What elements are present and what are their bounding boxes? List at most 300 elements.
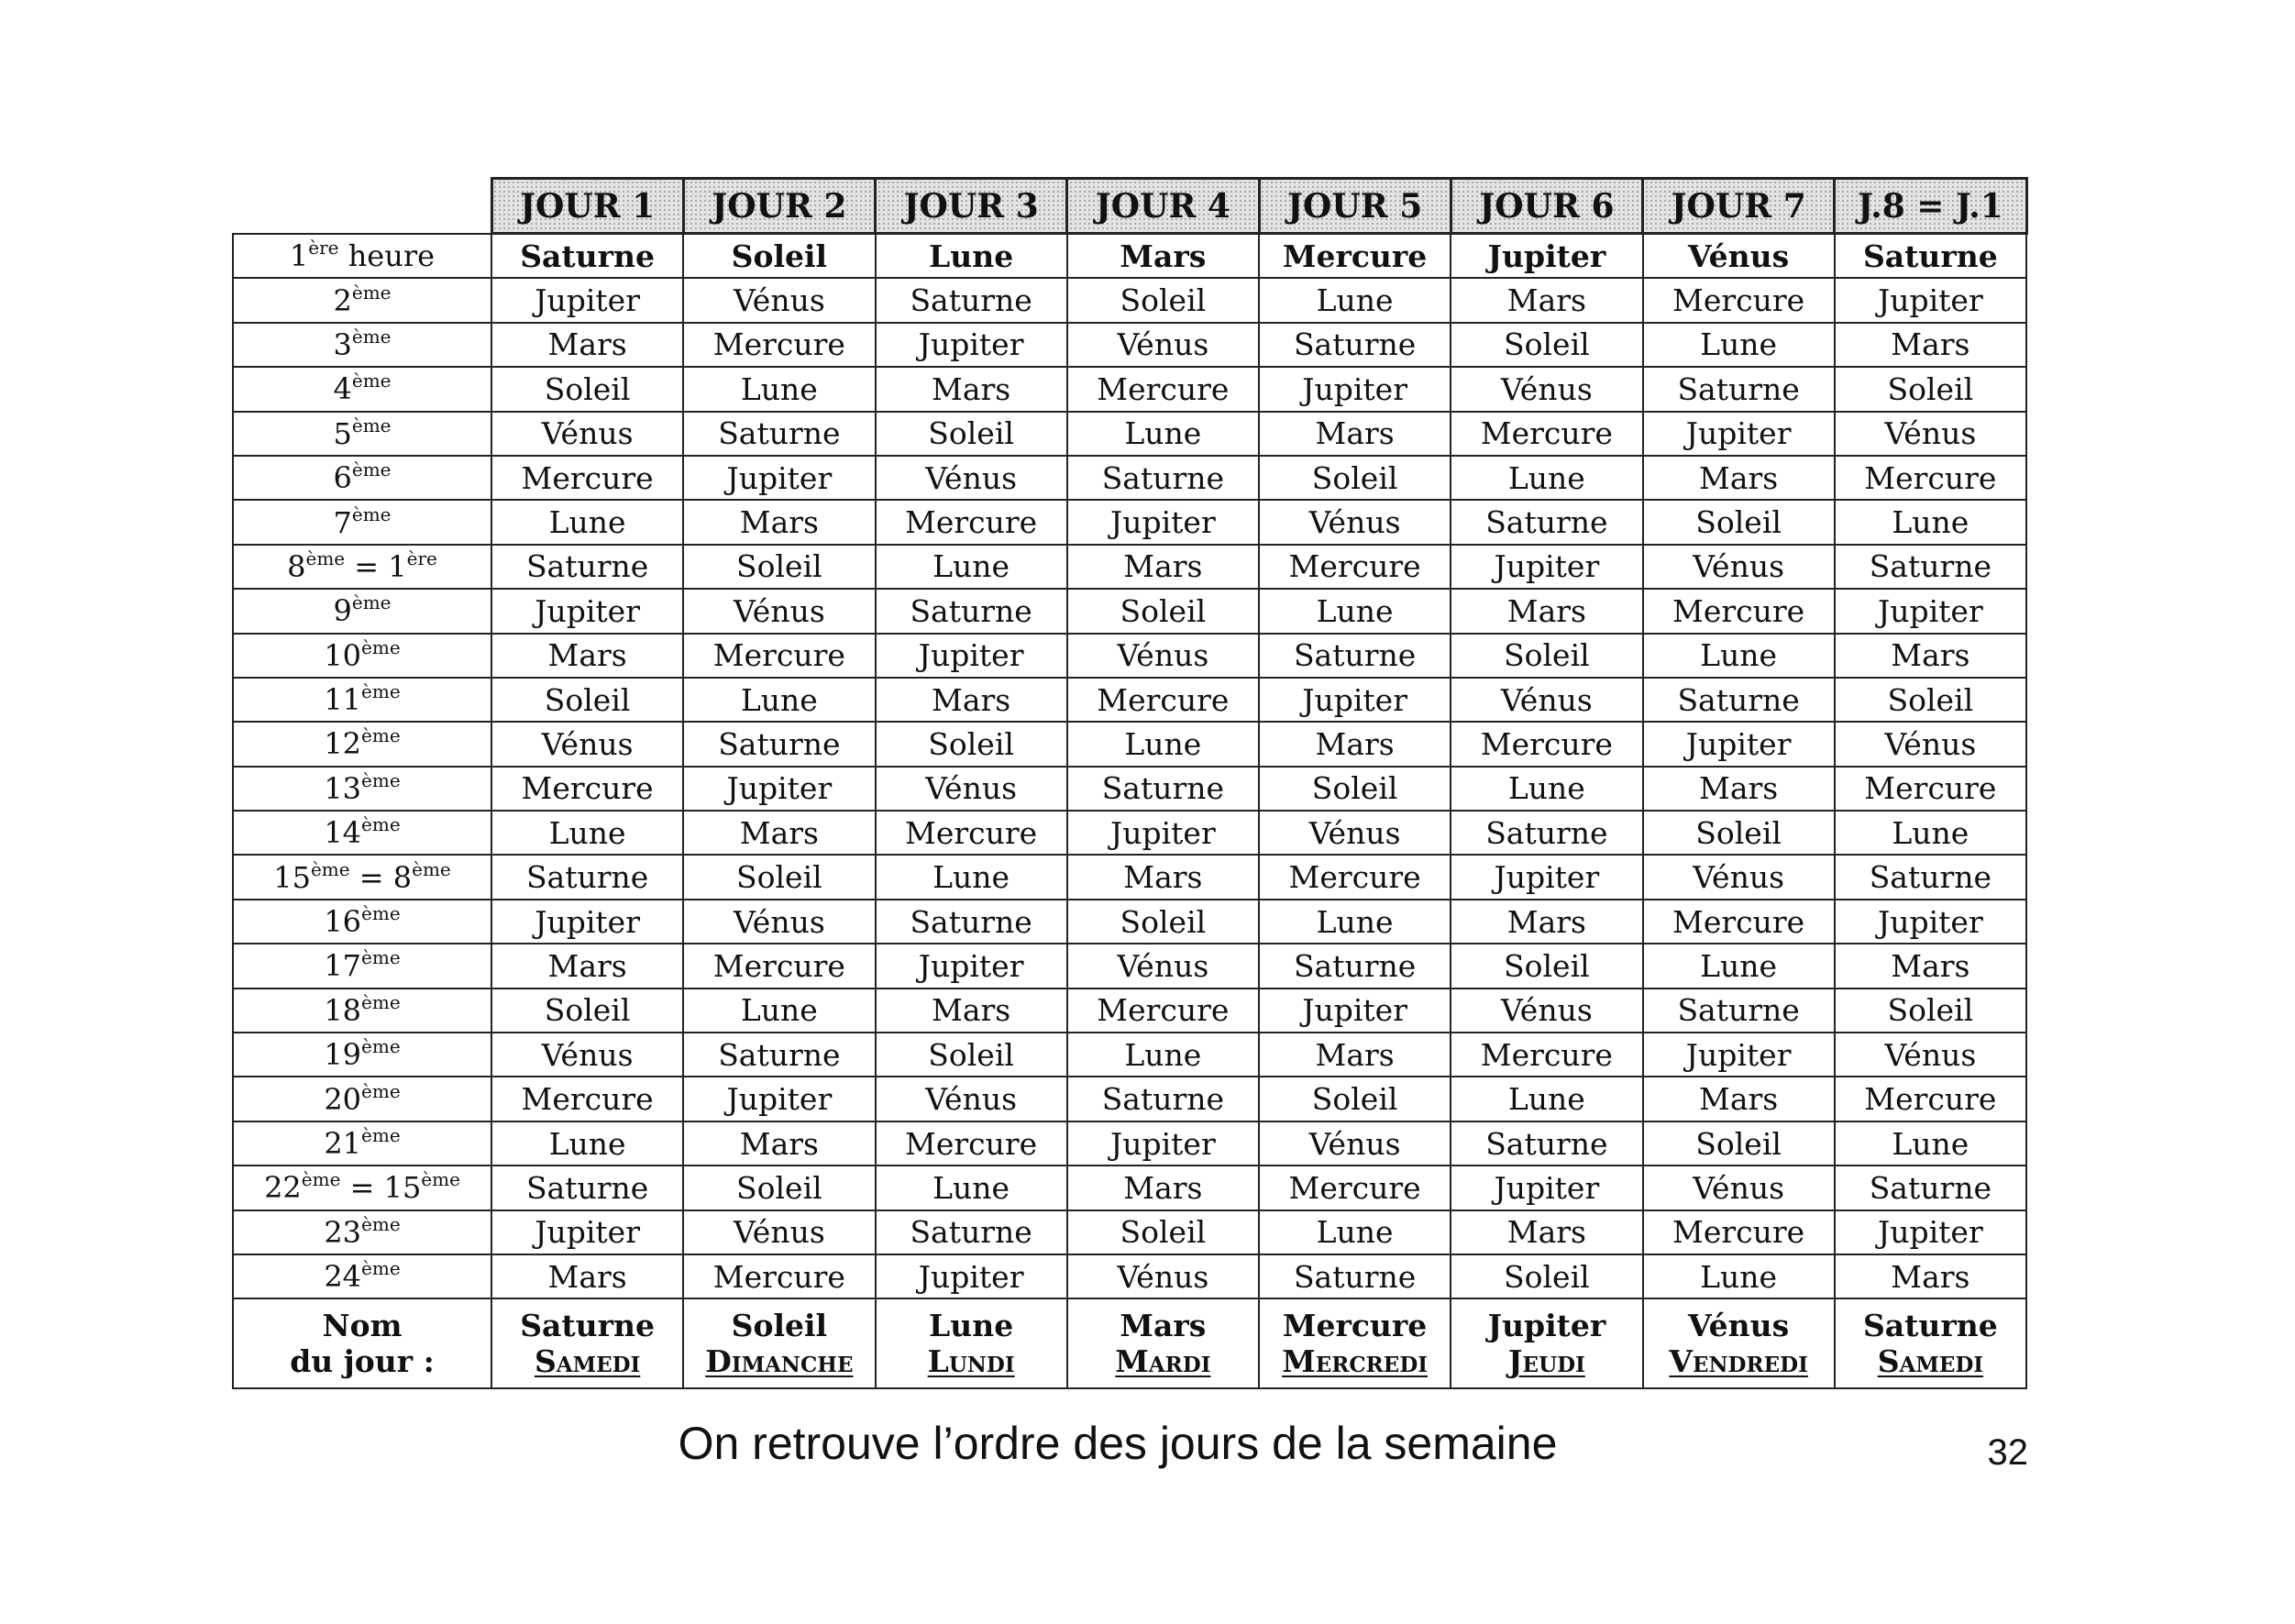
planet-cell: Vénus bbox=[491, 722, 683, 766]
table-row bbox=[233, 1166, 2026, 1210]
planet-cell: Saturne bbox=[1259, 634, 1451, 678]
planet-cell: Soleil bbox=[876, 722, 1067, 766]
planet-cell: Lune bbox=[1067, 722, 1259, 766]
planet-cell: Mars bbox=[1451, 900, 1642, 944]
hour-number: 4 bbox=[333, 371, 352, 407]
hour-label bbox=[233, 767, 491, 811]
column-header: J.8 = J.1 bbox=[1835, 179, 2026, 234]
hour-label bbox=[233, 944, 491, 988]
ruling-planet: Saturne bbox=[520, 1307, 656, 1343]
planet-cell: Lune bbox=[683, 367, 875, 411]
planet-cell: Mars bbox=[683, 500, 875, 544]
planet-cell: Jupiter bbox=[683, 1077, 875, 1121]
planet-cell: Jupiter bbox=[1451, 545, 1642, 589]
hour-label bbox=[233, 634, 491, 678]
planet-cell: Soleil bbox=[1643, 1121, 1835, 1166]
planet-cell: Vénus bbox=[1643, 1166, 1835, 1210]
planet-cell: Vénus bbox=[683, 1210, 875, 1254]
planet-cell: Saturne bbox=[1259, 1254, 1451, 1298]
day-name-cell bbox=[1643, 1298, 1835, 1388]
planet-cell: Jupiter bbox=[876, 1254, 1067, 1298]
planet-cell: Jupiter bbox=[1835, 589, 2026, 633]
planet-cell: Vénus bbox=[1643, 855, 1835, 899]
planet-cell: Jupiter bbox=[1067, 500, 1259, 544]
column-header: JOUR 4 bbox=[1067, 179, 1259, 234]
planet-cell: Saturne bbox=[1451, 500, 1642, 544]
planet-cell: Saturne bbox=[876, 589, 1067, 633]
planet-cell: Vénus bbox=[491, 412, 683, 456]
hour-label bbox=[233, 678, 491, 722]
planet-cell: Vénus bbox=[1067, 944, 1259, 988]
planet-cell: Mercure bbox=[491, 456, 683, 500]
planet-cell: Saturne bbox=[683, 1033, 875, 1077]
planet-cell: Lune bbox=[876, 855, 1067, 899]
planet-cell: Lune bbox=[1451, 1077, 1642, 1121]
planet-cell: Mercure bbox=[683, 634, 875, 678]
header-corner bbox=[233, 179, 491, 234]
hour-ordinal: ème bbox=[361, 1257, 401, 1280]
planet-cell: Soleil bbox=[1067, 278, 1259, 322]
planet-cell: Lune bbox=[491, 811, 683, 855]
planet-cell: Vénus bbox=[683, 900, 875, 944]
planet-cell: Jupiter bbox=[491, 1210, 683, 1254]
hour-number: 21 bbox=[324, 1126, 362, 1161]
planet-cell: Jupiter bbox=[683, 767, 875, 811]
planet-cell: Soleil bbox=[876, 412, 1067, 456]
ruling-planet: Vénus bbox=[1688, 1307, 1790, 1343]
day-name-cell bbox=[1259, 1298, 1451, 1388]
planet-cell: Saturne bbox=[491, 545, 683, 589]
planet-cell: Jupiter bbox=[1259, 989, 1451, 1033]
hour-number: 24 bbox=[324, 1259, 362, 1295]
planet-cell: Lune bbox=[1451, 456, 1642, 500]
planet-cell: Soleil bbox=[876, 1033, 1067, 1077]
planet-cell: Saturne bbox=[1259, 944, 1451, 988]
hour-number: 15 bbox=[273, 859, 311, 895]
planet-cell: Mercure bbox=[1451, 722, 1642, 766]
planet-cell: Lune bbox=[1835, 1121, 2026, 1166]
planet-cell: Soleil bbox=[683, 855, 875, 899]
day-name-cell bbox=[1451, 1298, 1642, 1388]
planet-cell: Vénus bbox=[683, 278, 875, 322]
planet-cell: Mercure bbox=[491, 767, 683, 811]
planet-cell: Vénus bbox=[1067, 634, 1259, 678]
planet-cell: Saturne bbox=[1835, 1166, 2026, 1210]
planet-cell: Jupiter bbox=[1259, 678, 1451, 722]
planet-cell: Lune bbox=[1835, 500, 2026, 544]
ruling-planet: Mercure bbox=[1282, 1307, 1428, 1343]
table-row bbox=[233, 900, 2026, 944]
planet-cell: Mars bbox=[1259, 1033, 1451, 1077]
planet-cell: Soleil bbox=[491, 989, 683, 1033]
planet-cell: Lune bbox=[1259, 278, 1451, 322]
planet-cell: Vénus bbox=[1451, 989, 1642, 1033]
planet-cell: Jupiter bbox=[491, 900, 683, 944]
planet-cell: Soleil bbox=[1643, 811, 1835, 855]
planet-cell: Jupiter bbox=[491, 278, 683, 322]
hour-number: 8 bbox=[287, 548, 306, 584]
planet-cell: Jupiter bbox=[1643, 1033, 1835, 1077]
planet-cell: Saturne bbox=[1451, 811, 1642, 855]
hour-ordinal: ème bbox=[361, 1079, 401, 1102]
weekday-name: Mercredi bbox=[1282, 1343, 1429, 1380]
planet-cell: Mars bbox=[1067, 855, 1259, 899]
planet-cell: Soleil bbox=[683, 234, 875, 279]
hour-number: 11 bbox=[324, 682, 362, 718]
table-row bbox=[233, 1033, 2026, 1077]
planetary-hours-table bbox=[232, 177, 2028, 1389]
planet-cell: Mercure bbox=[1835, 456, 2026, 500]
planet-cell: Saturne bbox=[491, 855, 683, 899]
planet-cell: Mars bbox=[1643, 456, 1835, 500]
hour-ordinal: ème bbox=[361, 724, 401, 747]
hour-equivalent-number: 15 bbox=[383, 1170, 422, 1206]
planet-cell: Mercure bbox=[1259, 1166, 1451, 1210]
hour-label bbox=[233, 456, 491, 500]
planet-cell: Mars bbox=[1259, 412, 1451, 456]
planet-cell: Soleil bbox=[1451, 944, 1642, 988]
planet-cell: Saturne bbox=[876, 900, 1067, 944]
planet-cell: Saturne bbox=[1067, 767, 1259, 811]
column-header: JOUR 6 bbox=[1451, 179, 1642, 234]
planet-cell: Soleil bbox=[1835, 678, 2026, 722]
caption: On retrouve l’ordre des jours de la semaine bbox=[678, 1418, 1558, 1469]
planet-cell: Mars bbox=[1835, 944, 2026, 988]
hour-ordinal: ème bbox=[361, 680, 401, 703]
planet-cell: Jupiter bbox=[876, 323, 1067, 367]
hour-ordinal: ème bbox=[310, 857, 350, 880]
planet-cell: Mercure bbox=[1643, 589, 1835, 633]
day-name-label-line1: Nom bbox=[322, 1307, 403, 1343]
ruling-planet: Saturne bbox=[1862, 1307, 1998, 1343]
planet-cell: Mars bbox=[1067, 545, 1259, 589]
hour-ordinal: ème bbox=[351, 414, 392, 436]
weekday-name: Jeudi bbox=[1507, 1343, 1585, 1380]
hour-equivalent-number: 8 bbox=[392, 859, 413, 895]
planet-cell: Vénus bbox=[1259, 1121, 1451, 1166]
planet-cell: Lune bbox=[1835, 811, 2026, 855]
weekday-name: Dimanche bbox=[705, 1343, 854, 1380]
planet-cell: Jupiter bbox=[683, 456, 875, 500]
hour-number: 18 bbox=[324, 992, 362, 1028]
planet-cell: Mars bbox=[1259, 722, 1451, 766]
hour-ordinal: ème bbox=[361, 946, 401, 969]
hour-ordinal: ème bbox=[305, 547, 346, 569]
planet-cell: Mars bbox=[491, 323, 683, 367]
planet-cell: Soleil bbox=[1259, 767, 1451, 811]
hour-number: 19 bbox=[324, 1037, 362, 1073]
table-row bbox=[233, 678, 2026, 722]
planet-cell: Vénus bbox=[1451, 367, 1642, 411]
planet-cell: Saturne bbox=[876, 278, 1067, 322]
hour-ordinal: ème bbox=[301, 1168, 341, 1191]
table-row bbox=[233, 944, 2026, 988]
hour-ordinal: ème bbox=[361, 990, 401, 1013]
weekday-name: Samedi bbox=[1877, 1343, 1984, 1380]
planet-cell: Jupiter bbox=[1835, 1210, 2026, 1254]
planet-cell: Saturne bbox=[1835, 855, 2026, 899]
planet-cell: Mercure bbox=[876, 500, 1067, 544]
planet-cell: Vénus bbox=[683, 589, 875, 633]
planet-cell: Lune bbox=[683, 989, 875, 1033]
planet-cell: Vénus bbox=[1643, 234, 1835, 279]
planet-cell: Soleil bbox=[1835, 367, 2026, 411]
planet-cell: Lune bbox=[1451, 767, 1642, 811]
table-row bbox=[233, 456, 2026, 500]
table-row bbox=[233, 634, 2026, 678]
planet-cell: Saturne bbox=[876, 1210, 1067, 1254]
planet-cell: Mars bbox=[1451, 278, 1642, 322]
hour-equivalent-number: 1 bbox=[388, 548, 407, 584]
weekday-name: Lundi bbox=[927, 1343, 1015, 1380]
hour-number: 20 bbox=[324, 1081, 362, 1117]
planet-cell: Mercure bbox=[1643, 900, 1835, 944]
table-row bbox=[233, 1210, 2026, 1254]
hour-number: 13 bbox=[324, 770, 362, 806]
planet-cell: Soleil bbox=[1835, 989, 2026, 1033]
equals-sign: = bbox=[345, 548, 389, 584]
planet-cell: Soleil bbox=[1067, 589, 1259, 633]
hour-ordinal: ème bbox=[351, 591, 392, 614]
hour-number: 3 bbox=[333, 326, 352, 362]
planet-cell: Mars bbox=[491, 634, 683, 678]
planet-cell: Vénus bbox=[1259, 811, 1451, 855]
planet-cell: Lune bbox=[491, 500, 683, 544]
planet-cell: Vénus bbox=[1067, 323, 1259, 367]
table-row bbox=[233, 323, 2026, 367]
planet-cell: Jupiter bbox=[1835, 900, 2026, 944]
planet-cell: Soleil bbox=[1067, 900, 1259, 944]
hour-ordinal: ème bbox=[361, 902, 401, 925]
table-row bbox=[233, 1077, 2026, 1121]
planet-cell: Mars bbox=[1835, 634, 2026, 678]
ruling-planet: Mars bbox=[1120, 1307, 1207, 1343]
planet-cell: Mercure bbox=[683, 1254, 875, 1298]
planet-cell: Mars bbox=[1451, 589, 1642, 633]
planet-cell: Vénus bbox=[1835, 1033, 2026, 1077]
hour-label bbox=[233, 1121, 491, 1166]
header-row bbox=[233, 179, 2026, 234]
hour-ordinal: ème bbox=[361, 768, 401, 791]
planet-cell: Jupiter bbox=[1643, 412, 1835, 456]
planet-cell: Mars bbox=[1643, 1077, 1835, 1121]
planet-cell: Soleil bbox=[683, 545, 875, 589]
equals-sign: = bbox=[340, 1170, 384, 1206]
planet-cell: Jupiter bbox=[1451, 234, 1642, 279]
planet-cell: Saturne bbox=[1067, 456, 1259, 500]
weekday-name: Mardi bbox=[1115, 1343, 1211, 1380]
table-row bbox=[233, 234, 2026, 279]
hour-label bbox=[233, 545, 491, 589]
hour-ordinal: ème bbox=[361, 1124, 401, 1146]
planet-cell: Jupiter bbox=[1259, 367, 1451, 411]
hour-ordinal: ème bbox=[351, 458, 392, 481]
planet-cell: Vénus bbox=[876, 456, 1067, 500]
hour-label bbox=[233, 1210, 491, 1254]
hour-equivalent-ordinal: ème bbox=[421, 1168, 460, 1191]
planet-cell: Vénus bbox=[1259, 500, 1451, 544]
table-row bbox=[233, 412, 2026, 456]
table-row bbox=[233, 811, 2026, 855]
planet-cell: Jupiter bbox=[1067, 1121, 1259, 1166]
planet-cell: Soleil bbox=[1451, 323, 1642, 367]
ruling-planet: Lune bbox=[929, 1307, 1014, 1343]
table-row bbox=[233, 722, 2026, 766]
planet-cell: Saturne bbox=[1259, 323, 1451, 367]
planet-cell: Lune bbox=[491, 1121, 683, 1166]
planet-cell: Soleil bbox=[1451, 1254, 1642, 1298]
planet-cell: Mercure bbox=[1451, 412, 1642, 456]
planet-cell: Saturne bbox=[683, 722, 875, 766]
planet-cell: Mars bbox=[1835, 1254, 2026, 1298]
table-row bbox=[233, 1254, 2026, 1298]
planet-cell: Soleil bbox=[1259, 1077, 1451, 1121]
column-header: JOUR 5 bbox=[1259, 179, 1451, 234]
hour-number: 7 bbox=[333, 504, 352, 540]
planet-cell: Saturne bbox=[1451, 1121, 1642, 1166]
column-header: JOUR 7 bbox=[1643, 179, 1835, 234]
hour-ordinal: ème bbox=[361, 1035, 401, 1058]
hour-equivalent-ordinal: ème bbox=[412, 857, 451, 880]
hour-ordinal: ème bbox=[351, 325, 392, 348]
hour-label bbox=[233, 1166, 491, 1210]
planet-cell: Mars bbox=[683, 811, 875, 855]
planet-cell: Mercure bbox=[1835, 767, 2026, 811]
table-row bbox=[233, 500, 2026, 544]
planet-cell: Jupiter bbox=[876, 634, 1067, 678]
hour-ordinal: ème bbox=[351, 370, 392, 392]
planet-cell: Mars bbox=[491, 944, 683, 988]
planet-cell: Saturne bbox=[1835, 234, 2026, 279]
planet-cell: Mercure bbox=[1067, 367, 1259, 411]
weekday-name: Samedi bbox=[534, 1343, 641, 1380]
planet-cell: Soleil bbox=[1643, 500, 1835, 544]
planet-cell: Saturne bbox=[491, 234, 683, 279]
planet-cell: Soleil bbox=[1067, 1210, 1259, 1254]
hour-label bbox=[233, 1033, 491, 1077]
day-name-cell bbox=[1067, 1298, 1259, 1388]
planet-cell: Lune bbox=[683, 678, 875, 722]
planet-cell: Jupiter bbox=[1643, 722, 1835, 766]
hour-label bbox=[233, 989, 491, 1033]
planet-cell: Mars bbox=[491, 1254, 683, 1298]
hour-label bbox=[233, 722, 491, 766]
column-header: JOUR 2 bbox=[683, 179, 875, 234]
planet-cell: Jupiter bbox=[1835, 278, 2026, 322]
hour-number: 5 bbox=[333, 415, 352, 451]
planet-cell: Lune bbox=[1259, 900, 1451, 944]
planet-cell: Saturne bbox=[1643, 367, 1835, 411]
hour-label bbox=[233, 323, 491, 367]
hour-label bbox=[233, 412, 491, 456]
planet-cell: Soleil bbox=[1259, 456, 1451, 500]
hour-label bbox=[233, 234, 491, 279]
table-body bbox=[233, 234, 2026, 1389]
hour-label bbox=[233, 900, 491, 944]
planet-cell: Mars bbox=[876, 989, 1067, 1033]
hour-label bbox=[233, 278, 491, 322]
planet-cell: Vénus bbox=[1067, 1254, 1259, 1298]
hour-label bbox=[233, 1077, 491, 1121]
planet-cell: Mercure bbox=[1259, 545, 1451, 589]
hour-label bbox=[233, 589, 491, 633]
planet-cell: Mars bbox=[1067, 1166, 1259, 1210]
planet-cell: Soleil bbox=[491, 367, 683, 411]
planet-cell: Lune bbox=[1067, 412, 1259, 456]
planet-cell: Soleil bbox=[1451, 634, 1642, 678]
planet-cell: Vénus bbox=[1835, 412, 2026, 456]
planet-cell: Vénus bbox=[1451, 678, 1642, 722]
planet-cell: Mercure bbox=[683, 944, 875, 988]
planet-cell: Mars bbox=[1067, 234, 1259, 279]
planet-cell: Mercure bbox=[1067, 678, 1259, 722]
planet-cell: Lune bbox=[1643, 944, 1835, 988]
weekday-name: Vendredi bbox=[1669, 1343, 1808, 1380]
planet-cell: Soleil bbox=[683, 1166, 875, 1210]
page-number: 32 bbox=[1987, 1432, 2028, 1473]
planet-cell: Lune bbox=[876, 1166, 1067, 1210]
planet-cell: Vénus bbox=[491, 1033, 683, 1077]
hour-number: 1 bbox=[289, 238, 309, 273]
planet-cell: Mercure bbox=[876, 811, 1067, 855]
planet-cell: Lune bbox=[876, 545, 1067, 589]
table-row bbox=[233, 589, 2026, 633]
table-row bbox=[233, 989, 2026, 1033]
planet-cell: Vénus bbox=[1643, 545, 1835, 589]
hour-suffix: heure bbox=[338, 238, 436, 273]
hour-number: 10 bbox=[324, 637, 362, 673]
planet-cell: Saturne bbox=[1643, 678, 1835, 722]
day-name-cell bbox=[491, 1298, 683, 1388]
hour-ordinal: ème bbox=[351, 281, 392, 304]
hour-number: 23 bbox=[324, 1214, 362, 1250]
planet-cell: Mercure bbox=[491, 1077, 683, 1121]
hour-number: 14 bbox=[324, 815, 362, 851]
hour-number: 12 bbox=[324, 726, 362, 762]
planet-cell: Saturne bbox=[491, 1166, 683, 1210]
planet-cell: Lune bbox=[1643, 634, 1835, 678]
planet-cell: Vénus bbox=[876, 1077, 1067, 1121]
planet-cell: Vénus bbox=[1835, 722, 2026, 766]
planet-cell: Mercure bbox=[1451, 1033, 1642, 1077]
hour-label bbox=[233, 500, 491, 544]
planet-cell: Jupiter bbox=[876, 944, 1067, 988]
planet-cell: Lune bbox=[1643, 323, 1835, 367]
hour-label bbox=[233, 855, 491, 899]
hour-ordinal: ème bbox=[361, 813, 401, 836]
column-header: JOUR 3 bbox=[876, 179, 1067, 234]
day-name-label-line2: du jour : bbox=[290, 1343, 435, 1380]
planet-cell: Soleil bbox=[491, 678, 683, 722]
table-row bbox=[233, 855, 2026, 899]
day-name-cell bbox=[876, 1298, 1067, 1388]
hour-ordinal: ère bbox=[308, 236, 339, 259]
planet-cell: Mercure bbox=[1643, 1210, 1835, 1254]
ruling-planet: Soleil bbox=[731, 1307, 828, 1343]
planet-cell: Mars bbox=[1835, 323, 2026, 367]
column-header: JOUR 1 bbox=[491, 179, 683, 234]
hour-number: 17 bbox=[324, 948, 362, 984]
hour-label bbox=[233, 367, 491, 411]
hour-ordinal: ème bbox=[361, 1212, 401, 1235]
planet-cell: Vénus bbox=[876, 767, 1067, 811]
planet-cell: Jupiter bbox=[1067, 811, 1259, 855]
planet-cell: Mercure bbox=[1643, 278, 1835, 322]
hour-number: 2 bbox=[333, 282, 352, 318]
hour-equivalent-ordinal: ère bbox=[406, 547, 437, 569]
hour-number: 16 bbox=[324, 904, 362, 940]
planet-cell: Jupiter bbox=[1451, 1166, 1642, 1210]
